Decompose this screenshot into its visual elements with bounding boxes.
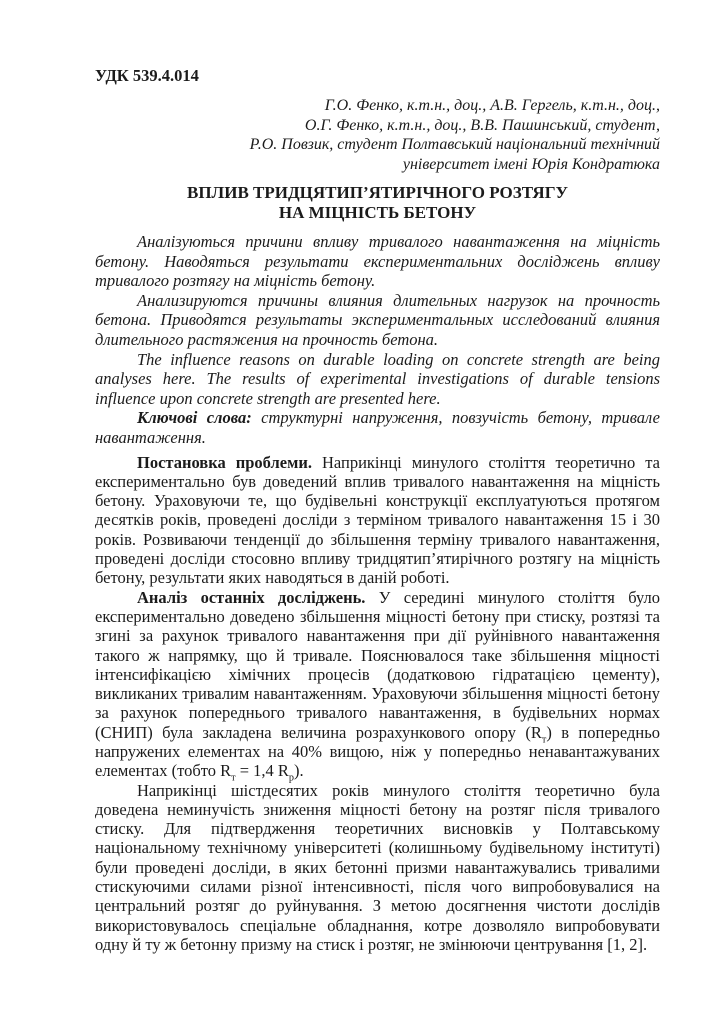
abstract-russian: Анализируются причины влияния длительных нагрузок на прочность бетона. Приводятся результаты экспериментальных исследований влияния длительного растяжения на прочность бетона. (95, 290, 660, 349)
udc-number: УДК 539.4.014 (95, 66, 199, 85)
paragraph-experiments: Наприкінці шістдесятих років минулого століття теоретично була доведена неминучість зниження міцності бетону на розтяг після тривалого стиску. Для підтвердження теоретичних висновків у Полтавському національному технічному університеті (колишньому будівельному інституті) були проведені досліди, в яких бетонні призми навантажувались тривалими стискуючими силами різної інтенсивності, після чого випробовувалися на центральний розтяг до руйнування. З метою досягнення чистоти дослідів використовувалось спеціальне обладнання, котре дозволяло випробовувати одну й ту ж бетонну призму на стиск і розтяг, не змінюючи центрування [1, 2]. (95, 780, 660, 954)
analysis-text-segment-1: ) в попередньо напружених елементах на 40% вищою, ніж у попередньо ненавантажуваних елементах (тобто R (95, 722, 660, 781)
page-content (95, 66, 660, 954)
paper-title (95, 183, 660, 223)
paragraph-problem-statement (95, 453, 660, 588)
author-line-3: Р.О. Повзик, студент Полтавський національний технічний (249, 136, 660, 153)
r-subscript-p: р (288, 772, 294, 784)
abstract-ukrainian: Аналізуються причини впливу тривалого навантаження на міцність бетону. Наводяться результати експериментальних досліджень впливу тривалого розтягу на міцність бетону. (95, 232, 660, 291)
r-subscript-t-2: т (231, 772, 236, 784)
analysis-text-segment-2: = 1,4 R (235, 761, 289, 781)
author-line-1: Г.О. Фенко, к.т.н., доц., А.В. Гергель, к.т.н., доц., (324, 97, 660, 114)
paper-title-line-2: НА МІЦНІСТЬ БЕТОНУ (278, 203, 477, 222)
problem-statement-heading: Постановка проблеми. (137, 452, 312, 472)
r-subscript-t: т (541, 733, 547, 745)
author-line-4: університет імені Юрія Кондратюка (402, 155, 660, 173)
abstract-english: The influence reasons on durable loading on concrete strength are being analyses here. The results of experimental investigations of durable tensions influence upon concrete strength are presented here. (95, 349, 660, 408)
paper-title-line-1: ВПЛИВ ТРИДЦЯТИП’ЯТИРІЧНОГО РОЗТЯГУ (187, 183, 568, 202)
authors-block (95, 96, 660, 174)
analysis-text-segment-0: У середині минулого століття було експериментально доведено збільшення міцності бетону при стиску, розтязі та згині за рахунок тривалого навантаження при дії руйнівного навантаження такого ж напрямку, що й тривале. Пояснювалося таке збільшення міцності інтенсифікацією хімічних процесів (додатковою гідратацією цементу), викликаних тривалим навантаженням. Ураховуючи збільшення міцності бетону за рахунок попереднього тривалого навантаження, в будівельних нормах (СНИП) була закладена величина розрахункового опору (R (95, 587, 660, 742)
problem-statement-text: Наприкінці минулого століття теоретично та експериментально був доведений вплив тривалого навантаження на міцність бетону. Ураховуючи те, що будівельні конструкції експлуатуються протягом десятків років, проведені досліди з терміном тривалого навантаження 15 і 30 років. Розвиваючи тенденції до збільшення терміну тривалого навантаження, проведені досліди стосовно впливу тридцятип’ятирічного розтягу на міцність бетону, результати яких наводяться в даній роботі. (95, 452, 661, 588)
keywords-line (95, 408, 660, 447)
keywords-text: структурні напруження, повзучість бетону, тривале навантаження. (95, 408, 660, 447)
author-line-2: О.Г. Фенко, к.т.н., доц., В.В. Пашинський, студент, (304, 116, 660, 134)
analysis-text-segment-3: ). (293, 761, 304, 781)
paragraph-analysis (95, 587, 660, 784)
analysis-heading: Аналіз останніх досліджень. (137, 587, 366, 607)
keywords-label: Ключові слова: (137, 408, 252, 428)
